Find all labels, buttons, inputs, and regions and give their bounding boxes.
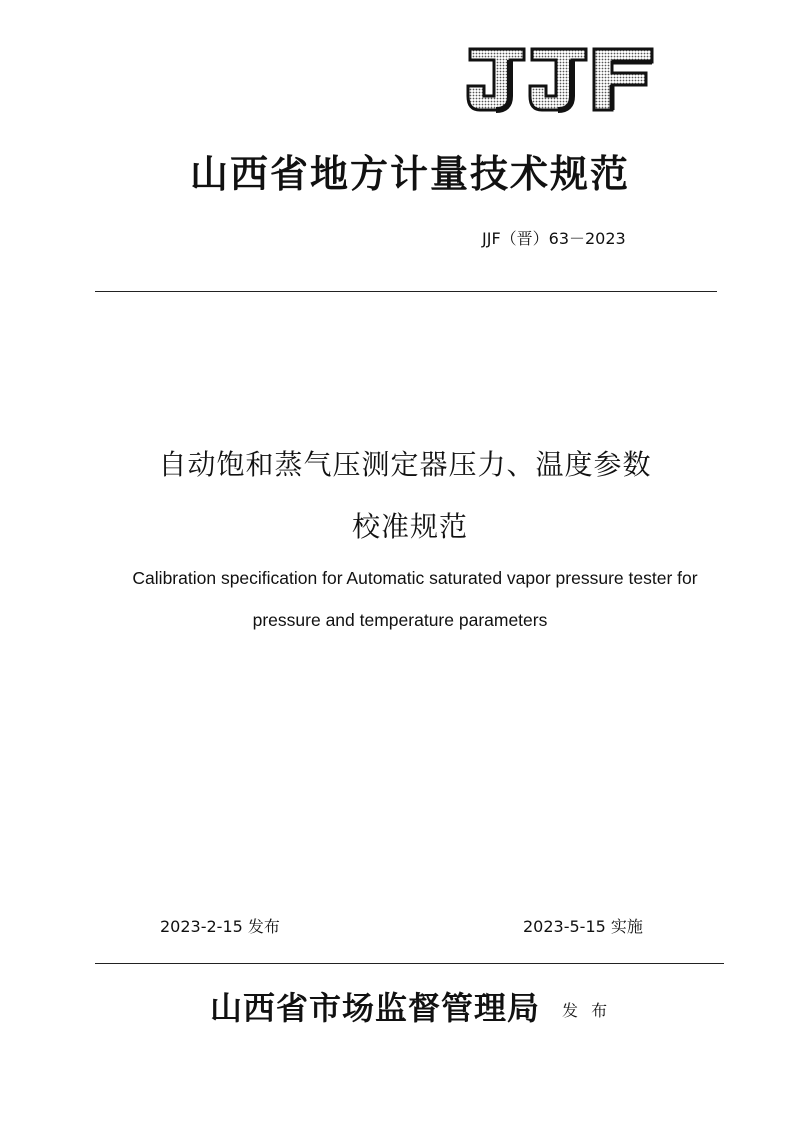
document-number: JJF（晋）63－2023: [482, 229, 626, 248]
jjf-logo: [466, 46, 654, 114]
logo-letter-j2: [530, 49, 586, 110]
top-divider: [95, 291, 717, 292]
title-chinese-line-1: 自动饱和蒸气压测定器压力、温度参数: [158, 448, 652, 481]
publisher-name: 山西省市场监督管理局: [210, 989, 541, 1027]
title-english-line-2: pressure and temperature parameters: [252, 610, 548, 630]
title-english-line-1: Calibration specification for Automatic saturated vapor pressure tester for: [132, 568, 698, 588]
logo-letter-j1: [468, 49, 524, 110]
issue-date: 2023-2-15 发布: [160, 917, 280, 936]
logo-letter-f: [594, 49, 652, 110]
publisher-suffix: 发 布: [562, 1001, 612, 1020]
series-title: 山西省地方计量技术规范: [189, 151, 630, 196]
effective-date: 2023-5-15 实施: [523, 917, 643, 936]
bottom-divider: [95, 963, 724, 964]
title-chinese-line-2: 校准规范: [351, 510, 468, 543]
